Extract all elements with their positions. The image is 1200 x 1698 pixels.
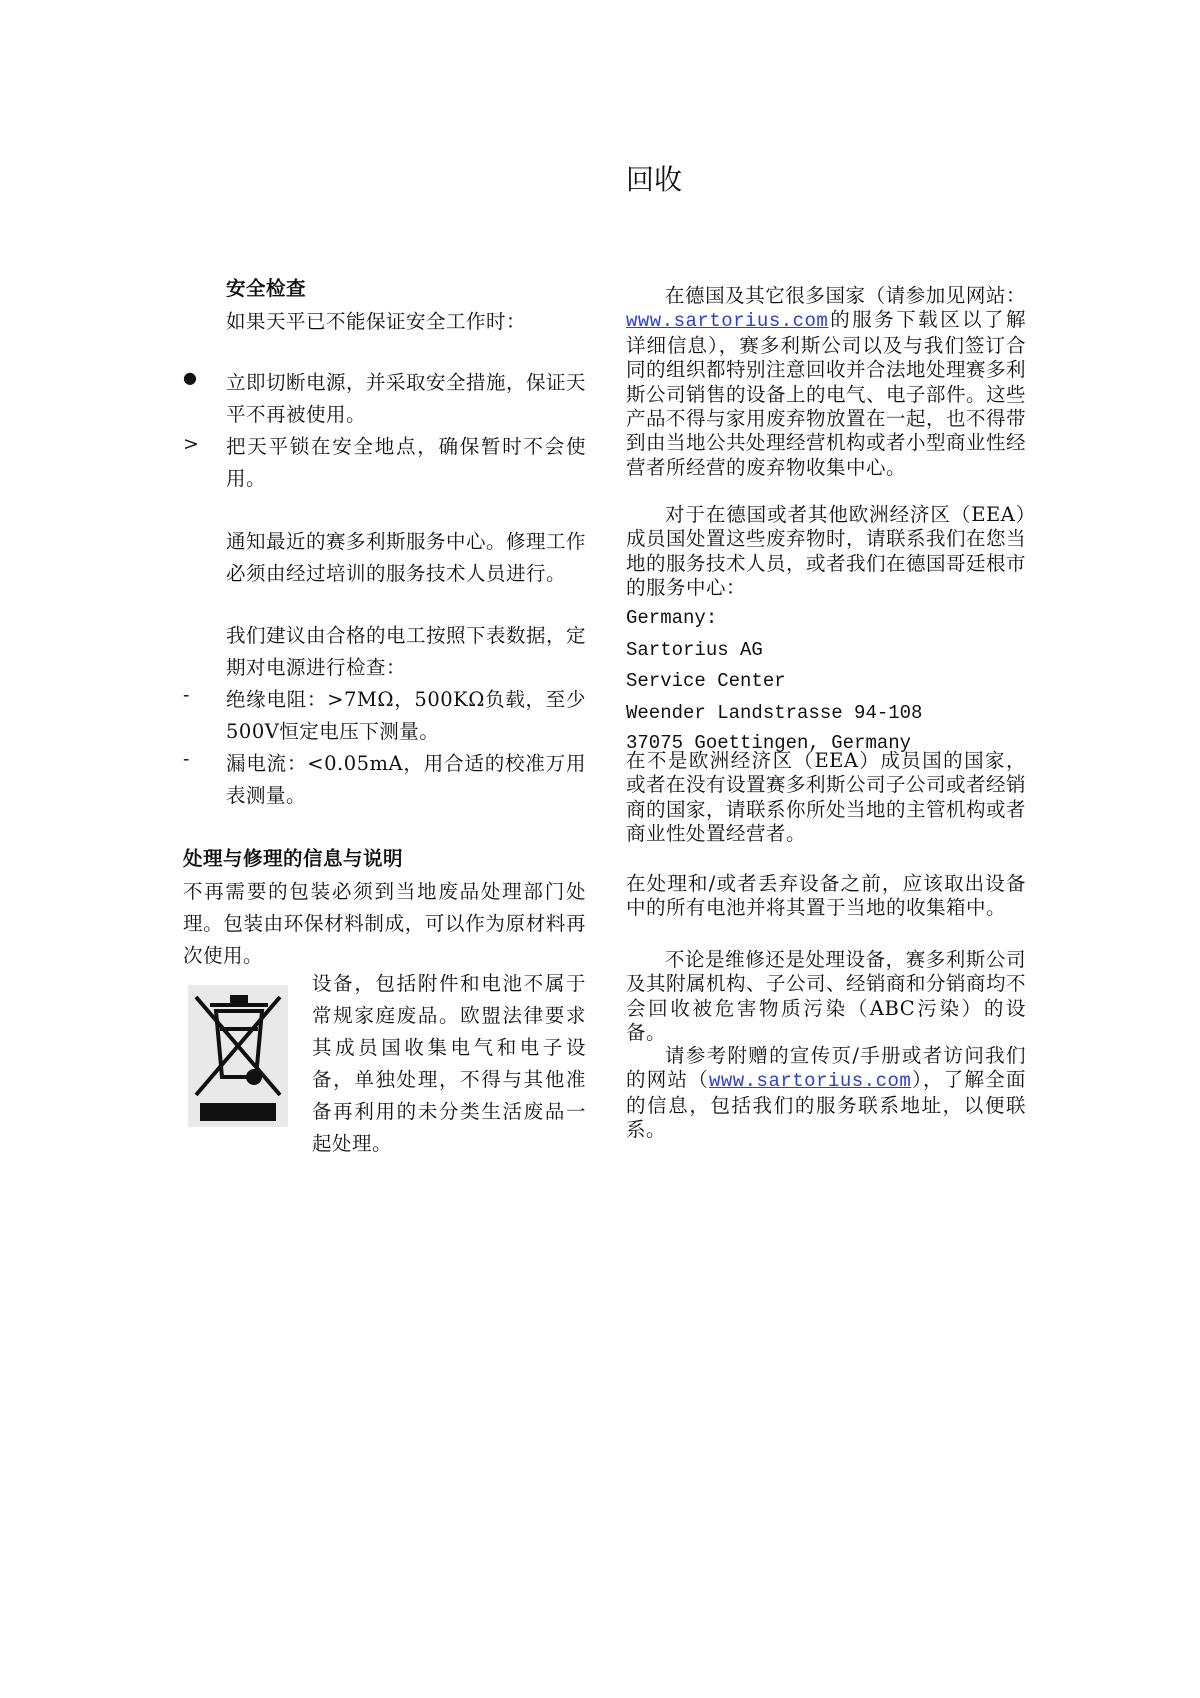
- address-company: Sartorius AG: [626, 638, 763, 661]
- device-disposal-paragraph: 设备，包括附件和电池不属于常规家庭废品。欧盟法律要求其成员国收集电气和电子设备，单独处理，不得与其他准备再利用的未分类生活废品一起处理。: [312, 972, 586, 1155]
- notify-paragraph: 通知最近的赛多利斯服务中心。修理工作必须由经过培训的服务技术人员进行。: [226, 530, 587, 585]
- contamination-paragraph: 不论是维修还是处理设备，赛多利斯公司及其附属机构、子公司、经销商和分销商均不会回收被危害物质污染（ABC污染）的设备。: [626, 948, 1027, 1045]
- recommend-paragraph: 我们建议由合格的电工按照下表数据，定期对电源进行检查：: [226, 624, 587, 679]
- address-department: Service Center: [626, 670, 786, 692]
- address-country: Germany:: [626, 607, 718, 629]
- page-title: 回收: [626, 163, 683, 196]
- bullet-item-power-off: 立即切断电源，并采取安全措施，保证天平不再被使用。: [226, 371, 587, 426]
- non-eea-paragraph: 在不是欧洲经济区（EEA）成员国的国家，或者在没有设置赛多利斯公司子公司或者经销商的国家，请联系你所处当地的主管机构或者商业性处置经营者。: [626, 749, 1027, 846]
- sartorius-website-link[interactable]: www.sartorius.com: [626, 310, 829, 333]
- bullet-item-lock: 把天平锁在安全地点，确保暂时不会使用。: [226, 435, 586, 490]
- address-block: [626, 603, 922, 753]
- recycling-paragraph-1: 在德国及其它很多国家（请参加见网站：www.sartorius.com的服务下载区以了解详细信息），赛多利斯公司以及与我们签订合同的组织都特别注意回收并合法地处理赛多利斯公司销售的设备上的电气、电子部件。这些产品不得与家用废弃物放置在一起，也不得带到由当地公共处理经营机构或者小型商业性经营者所经营的废弃物收集中心。: [626, 284, 1027, 479]
- address-city: 37075 Goettingen, Germany: [626, 732, 912, 754]
- disposal-heading: 处理与修理的信息与说明: [183, 847, 404, 870]
- safety-intro: 如果天平已不能保证安全工作时：: [226, 310, 527, 333]
- address-street: Weender Landstrasse 94-108: [626, 701, 923, 724]
- battery-paragraph: 在处理和/或者丢弃设备之前，应该取出设备中的所有电池并将其置于当地的收集箱中。: [626, 872, 1026, 920]
- recycling-paragraph-2: 对于在德国或者其他欧洲经济区（EEA）成员国处置这些废弃物时，请联系我们在您当地的服务技术人员，或者我们在德国哥廷根市的服务中心：: [626, 503, 1027, 600]
- dash-bullet: -: [183, 748, 190, 770]
- brochure-paragraph: 请参考附赠的宣传页/手册或者访问我们的网站（www.sartorius.com），了解全面的信息，包括我们的服务联系地址，以便联系。: [626, 1044, 1026, 1142]
- packaging-paragraph: 不再需要的包装必须到当地废品处理部门处理。包装由环保材料制成，可以作为原材料再次使用。: [183, 880, 586, 967]
- arrow-bullet: >: [183, 433, 199, 455]
- safety-heading: 安全检查: [226, 277, 307, 300]
- insulation-item: 绝缘电阻：>7MΩ，500KΩ负载，至少500V恒定电压下测量。: [226, 688, 586, 743]
- sartorius-website-link[interactable]: www.sartorius.com: [708, 1070, 912, 1093]
- dash-bullet: -: [183, 684, 190, 706]
- bullet-dot: ●: [183, 368, 197, 387]
- weee-crossed-bin-icon: [188, 985, 288, 1127]
- leakage-item: 漏电流：<0.05mA，用合适的校准万用表测量。: [226, 752, 586, 807]
